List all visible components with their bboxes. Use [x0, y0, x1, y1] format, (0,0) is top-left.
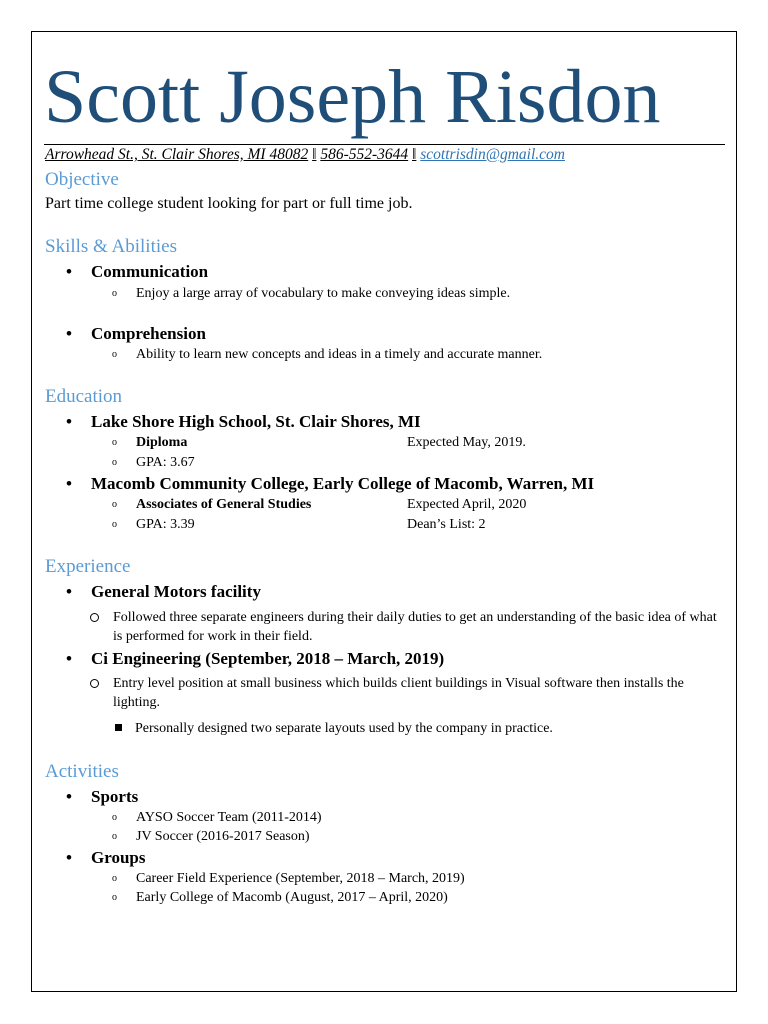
- bullet-disc-icon: •: [66, 412, 72, 431]
- deans-list-text: Dean’s List: 2: [407, 517, 486, 532]
- degree-name: Diploma: [136, 435, 188, 450]
- bullet-disc-icon: •: [66, 582, 72, 601]
- job-title: Ci Engineering (September, 2018 – March, 2019): [91, 649, 445, 668]
- contact-line: [45, 145, 565, 165]
- school-item: [66, 411, 421, 433]
- activity-item-text: Career Field Experience (September, 2018 – March, 2019): [136, 871, 465, 886]
- job-detail-text: Entry level position at small business which builds client buildings in Visual software then installs the lighting.: [113, 676, 684, 710]
- skill-title: Communication: [91, 262, 209, 281]
- activity-group-title: Groups: [91, 848, 146, 867]
- activity-item-text: Early College of Macomb (August, 2017 – April, 2020): [136, 890, 448, 905]
- activity-item-text: JV Soccer (2016-2017 Season): [136, 829, 310, 844]
- job-item: [66, 581, 261, 603]
- bullet-disc-icon: •: [66, 787, 72, 806]
- bullet-circle-icon: o: [112, 892, 117, 903]
- bullet-circle-icon: o: [112, 873, 117, 884]
- gpa-text: GPA: 3.39: [136, 517, 195, 532]
- skill-detail-text: Ability to learn new concepts and ideas in a timely and accurate manner.: [136, 347, 543, 362]
- skill-title: Comprehension: [91, 324, 206, 343]
- degree-date: Expected May, 2019.: [407, 435, 526, 450]
- contact-email-link[interactable]: scottrisdin@gmail.com: [420, 146, 565, 163]
- experience-heading: Experience: [45, 556, 131, 577]
- contact-address: Arrowhead St., St. Clair Shores, MI 48082: [45, 146, 309, 163]
- activity-group: [66, 847, 146, 869]
- bullet-circle-icon: o: [112, 349, 117, 360]
- hollow-circle-bullet-icon: [90, 613, 99, 622]
- education-heading: Education: [45, 386, 123, 407]
- bullet-circle-icon: o: [112, 437, 117, 448]
- objective-heading: Objective: [45, 169, 119, 190]
- bullet-circle-icon: o: [112, 499, 117, 510]
- bullet-disc-icon: •: [66, 262, 72, 281]
- contact-phone: 586-552-3644: [320, 146, 409, 163]
- bullet-disc-icon: •: [66, 324, 72, 343]
- skills-heading: Skills & Abilities: [45, 236, 177, 257]
- job-subdetail-text: Personally designed two separate layouts used by the company in practice.: [135, 721, 553, 736]
- activity-group-title: Sports: [91, 787, 139, 806]
- activity-item-text: AYSO Soccer Team (2011-2014): [136, 810, 322, 825]
- hollow-circle-bullet-icon: [90, 679, 99, 688]
- bullet-circle-icon: o: [112, 831, 117, 842]
- bullet-circle-icon: o: [112, 812, 117, 823]
- gpa-text: GPA: 3.67: [136, 455, 195, 470]
- activity-group: [66, 786, 138, 808]
- bullet-disc-icon: •: [66, 474, 72, 493]
- skill-item: [66, 261, 208, 283]
- job-detail-text: Followed three separate engineers during their daily duties to get an understanding of the basic idea of what is performed for work in their field.: [113, 610, 717, 644]
- skill-detail-text: Enjoy a large array of vocabulary to make conveying ideas simple.: [136, 286, 511, 301]
- square-bullet-icon: [115, 724, 122, 731]
- skill-item: [66, 323, 206, 345]
- bullet-circle-icon: o: [112, 288, 117, 299]
- objective-text: Part time college student looking for part or full time job.: [45, 195, 413, 212]
- contact-separator: ‖: [412, 146, 417, 163]
- school-name: Macomb Community College, Early College of Macomb, Warren, MI: [91, 474, 595, 493]
- degree-name: Associates of General Studies: [136, 497, 312, 512]
- job-title: General Motors facility: [91, 582, 261, 601]
- school-name: Lake Shore High School, St. Clair Shores, MI: [91, 412, 421, 431]
- bullet-disc-icon: •: [66, 649, 72, 668]
- bullet-circle-icon: o: [112, 519, 117, 530]
- bullet-disc-icon: •: [66, 848, 72, 867]
- contact-separator: ‖: [312, 146, 317, 163]
- job-item: [66, 648, 444, 670]
- activities-heading: Activities: [45, 761, 119, 782]
- resume-name: Scott Joseph Risdon: [44, 55, 661, 139]
- school-item: [66, 473, 594, 495]
- bullet-circle-icon: o: [112, 457, 117, 468]
- degree-date: Expected April, 2020: [407, 497, 527, 512]
